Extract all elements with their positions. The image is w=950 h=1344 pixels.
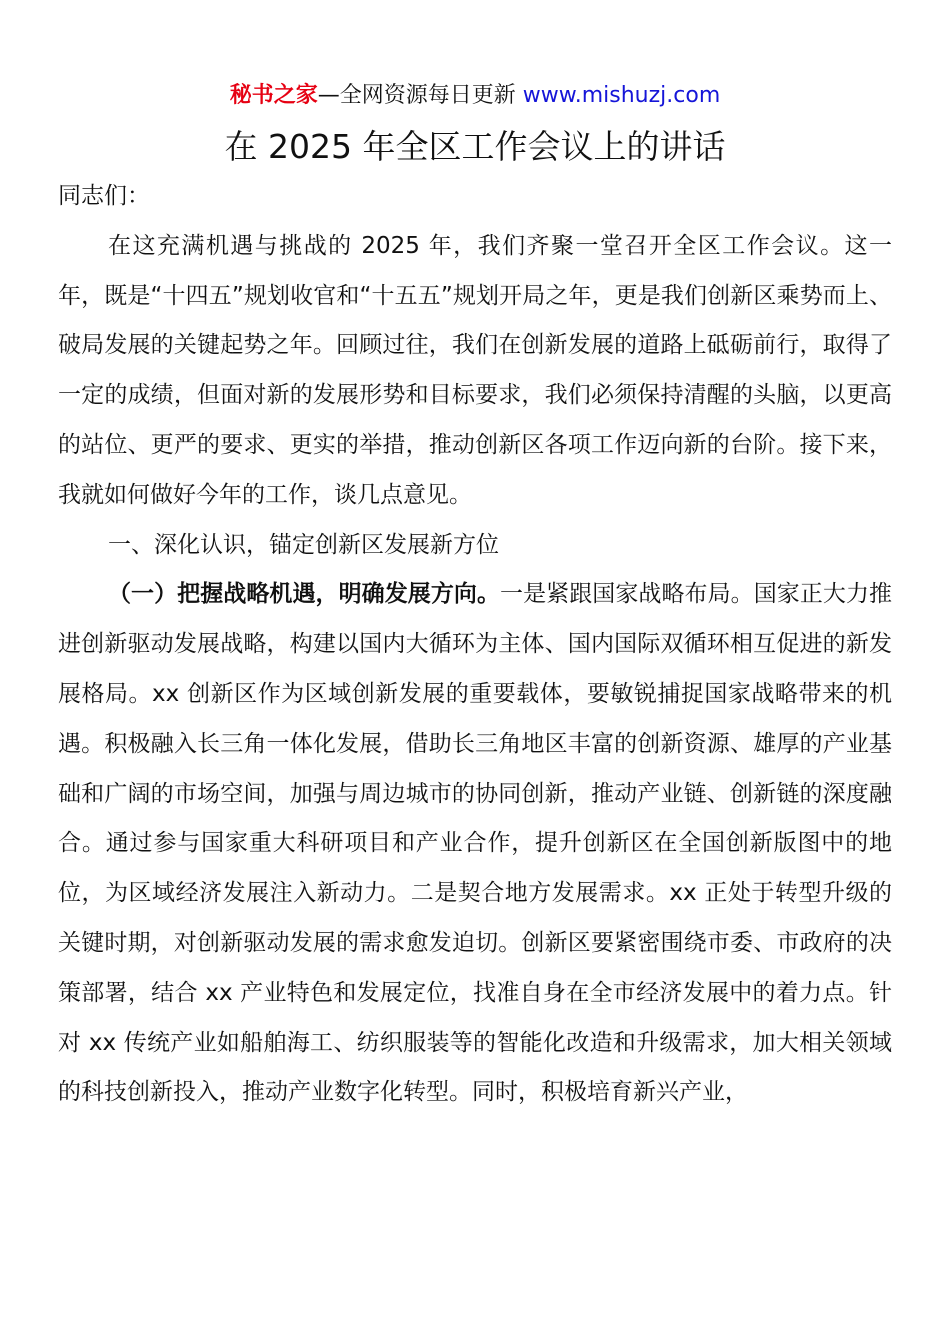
document-body [58, 172, 892, 1118]
salutation: 同志们： [58, 183, 150, 209]
site-brand: 秘书之家 [229, 83, 318, 108]
subsection-text: 一是紧跟国家战略布局。国家正大力推进创新驱动发展战略，构建以国内大循环为主体、国内国际双循环相互促进的新发展格局。xx 创新区作为区域创新发展的重要载体，要敏锐捕捉国家战略带来的机遇。积极融入长三角一体化发展，借助长三角地区丰富的创新资源、雄厚的产业基础和广阔的市场空间，加强与周边城市的协同创新，推动产业链、创新链的深度融合。通过参与国家重大科研项目和产业合作，提升创新区在全国创新版图中的地位，为区域经济发展注入新动力。二是契合地方发展需求。xx 正处于转型升级的关键时期，对创新驱动发展的需求愈发迫切。创新区要紧密围绕市委、市政府的决策部署，结合 xx 产业特色和发展定位，找准自身在全市经济发展中的着力点。针对 xx 传统产业如船舶海工、纺织服装等的智能化改造和升级需求，加大相关领域的科技创新投入，推动产业数字化转型。同时，积极培育新兴产业， [58, 581, 893, 1106]
document-title: 在 2025 年全区工作会议上的讲话 [224, 127, 726, 166]
site-tagline: —全网资源每日更新 [317, 83, 516, 108]
section-heading: 一、深化认识，锚定创新区发展新方位 [108, 531, 499, 558]
site-header [0, 80, 950, 112]
subsection-paragraph [58, 570, 892, 1118]
subsection-lead: （一）把握战略机遇，明确发展方向。 [108, 581, 501, 608]
intro-paragraph: 在这充满机遇与挑战的 2025 年，我们齐聚一堂召开全区工作会议。这一年，既是“十四五”规划收官和“十五五”规划开局之年，更是我们创新区乘势而上、破局发展的关键起势之年。回顾过往，我们在创新发展的道路上砥砺前行，取得了一定的成绩，但面对新的发展形势和目标要求，我们必须保持清醒的头脑，以更高的站位、更严的要求、更实的举措，推动创新区各项工作迈向新的台阶。接下来，我就如何做好今年的工作，谈几点意见。 [58, 232, 892, 508]
site-url-link[interactable]: www.mishuzj.com [522, 83, 721, 108]
